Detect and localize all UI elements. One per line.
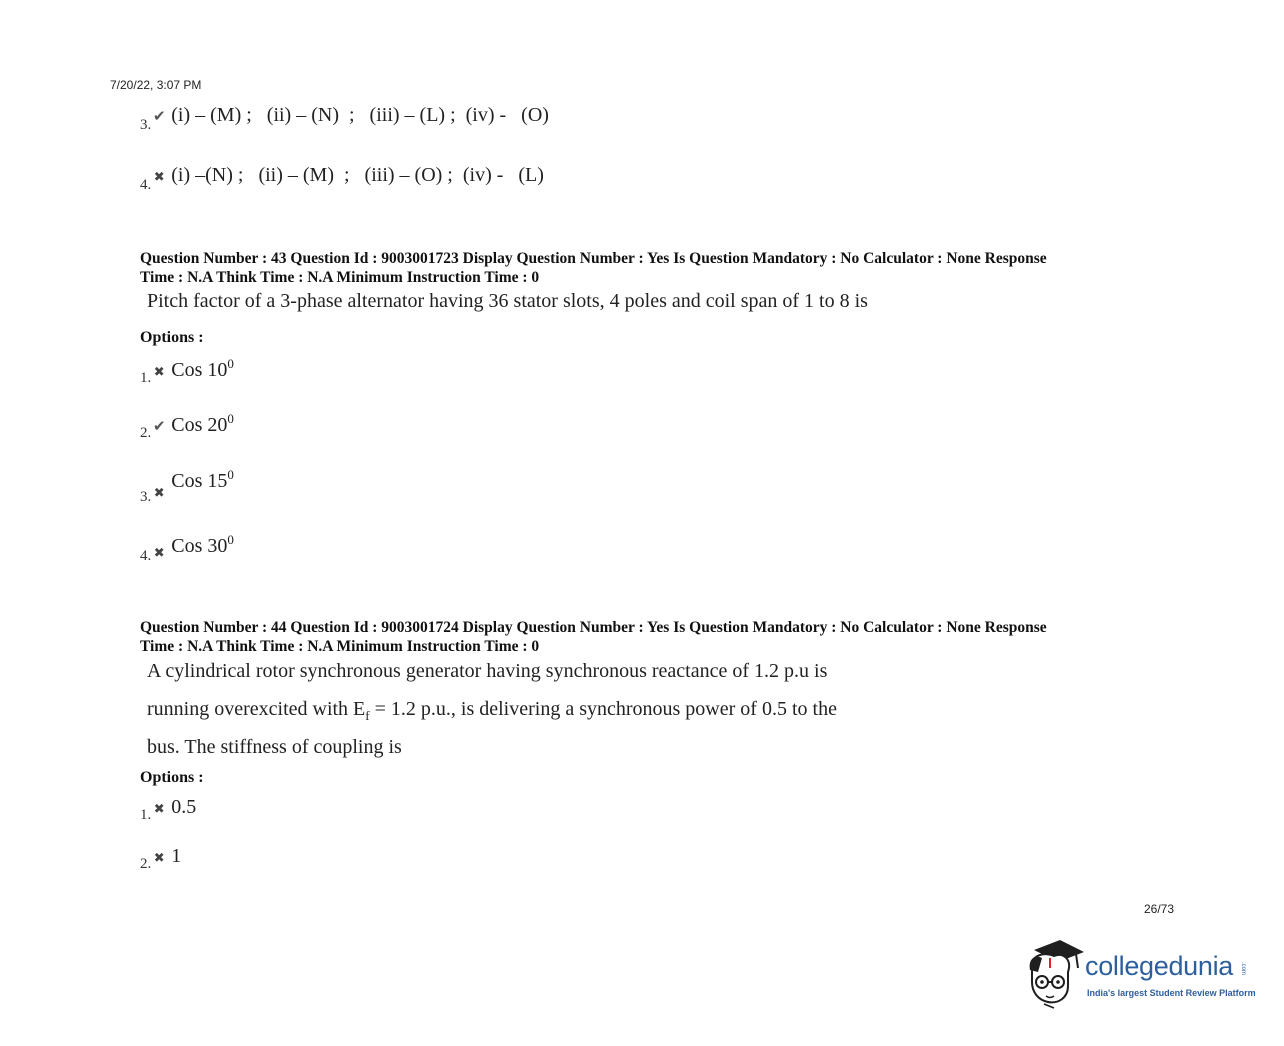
q44-options-label: Options : <box>140 769 204 786</box>
q43-option-1: 1. ✖ Cos $10^0$ <box>140 356 234 386</box>
q44-option-1: 1. ✖ 0.5 <box>140 796 197 823</box>
q43-text: Pitch factor of a 3-phase alternator having 36 stator slots, 4 poles and coil span of 1 to 8 is <box>147 290 868 312</box>
brand-tagline: India's largest Student Review Platform <box>1087 988 1256 998</box>
page-number: 26/73 <box>1144 902 1175 916</box>
q43-options-label: Options : <box>140 329 204 346</box>
q44-option-2: 2. ✖ 1 <box>140 845 182 872</box>
check-icon: ✔ <box>152 109 166 125</box>
brand-suffix: .com <box>1240 962 1246 976</box>
q44-text-line-1: A cylindrical rotor synchronous generator having synchronous reactance of 1.2 p.u is <box>147 660 828 682</box>
q43-option-4: 4. ✖ Cos $30^0$ <box>140 532 234 564</box>
prev-option-4: 4.✖ (i) –(N) ; (ii) – (M) ; (iii) – (O) ; (iv) - (L) <box>140 164 544 193</box>
q44-text-line-3: bus. The stiffness of coupling is <box>147 736 402 758</box>
q43-option-3: 3. ✖ Cos $15^0$ <box>140 467 234 505</box>
q44-meta: Question Number : 44 Question Id : 9003001724 Display Question Number : Yes Is Question Mandatory : No Calculator : None Response Time : N.A Think Time : N.A Minimum Instruction Time : 0 <box>140 619 1047 655</box>
cross-icon: ✖ <box>153 485 165 500</box>
brand-name: collegedunia <box>1085 951 1234 981</box>
cross-icon: ✖ <box>153 169 165 184</box>
check-icon: ✔ <box>152 419 166 435</box>
q43-meta: Question Number : 43 Question Id : 9003001723 Display Question Number : Yes Is Question Mandatory : No Calculator : None Response Time : N.A Think Time : N.A Minimum Instruction Time : 0 <box>140 250 1047 286</box>
q44-text-line-2: running overexcited with $E_f = 1.2$ p.u., is delivering a synchronous power of 0.5 to the <box>147 698 837 723</box>
cross-icon: ✖ <box>153 850 165 865</box>
print-datetime: 7/20/22, 3:07 PM <box>110 78 202 92</box>
collegedunia-mascot-icon <box>1024 938 1086 1010</box>
prev-option-3: 3. ✔ (i) – (M) ; (ii) – (N) ; (iii) – (L) ; (iv) - (O) <box>140 104 549 133</box>
cross-icon: ✖ <box>153 545 165 560</box>
cross-icon: ✖ <box>153 364 165 379</box>
q43-option-2: 2. ✔ Cos $20^0$ <box>140 411 234 441</box>
cross-icon: ✖ <box>153 801 165 816</box>
